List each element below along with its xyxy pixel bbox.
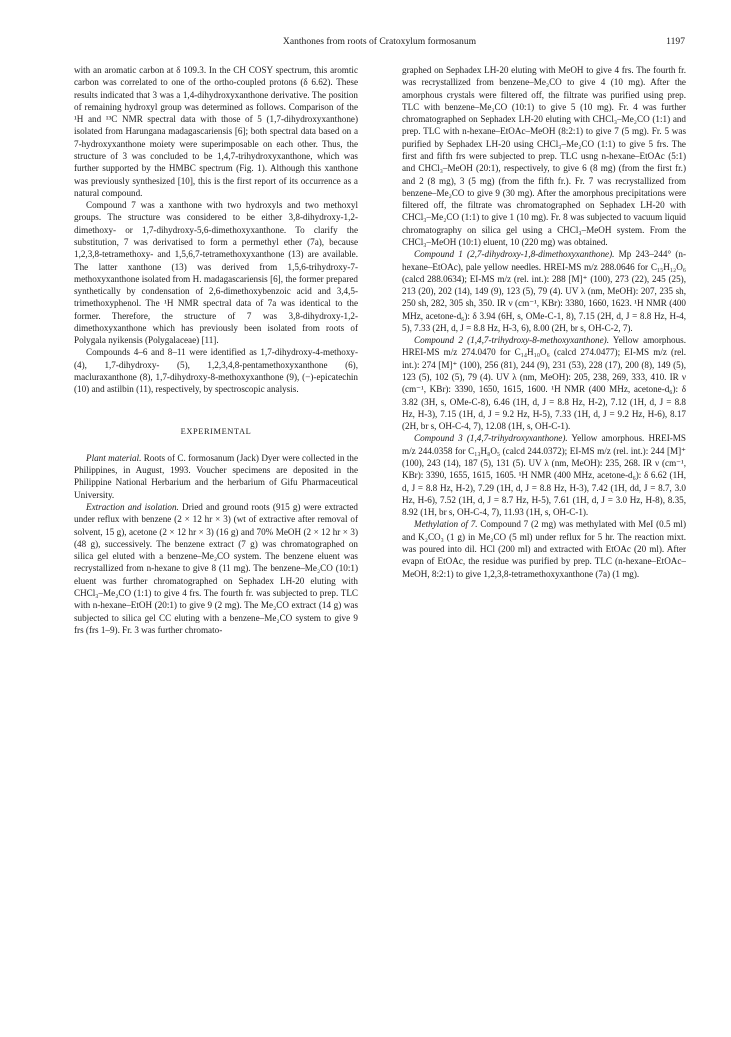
run-in-heading: Methylation of 7. [414,519,478,530]
paragraph [402,432,686,518]
paragraph [74,452,358,501]
left-column [74,64,358,636]
paragraph-text: Yellow amorphous. HREI-MS m/z 274.0470 for C₁₄H₁₀O₆ (calcd 274.0477); EI-MS m/z (rel. int.): 274 [M]⁺ (100), 256 (81), 244 (9), 231 (53), 228 (17), 200 (8), 149 (5), 123 (5), 102 (5), 79 (4). UV λ (nm, MeOH): 205, 238, 269, 333, 410. IR ν (cm⁻¹, KBr): 3390, 1650, 1615, 1600. ¹H NMR (400 MHz, acetone-d₆): δ 3.82 (3H, s, OMe-C-8), 6.46 (1H, d, J = 8.8 Hz, H-2), 7.12 (1H, d, J = 8.8 Hz, H-3), 7.15 (1H, d, J = 9.2 Hz, H-5), 7.33 (1H, d, J = 9.2 Hz, H-6), 8.17 (2H, br s, OH-C-4, 7), 12.08 (1H, s, OH-C-1). [402,335,686,432]
paragraph-text: Roots of C. formosanum (Jack) Dyer were collected in the Philippines, in August, 1993. Voucher specimens are deposited in the Philippine National Herbarium and the herbarium of Gifu Pharmaceutical University. [74,452,358,500]
paragraph [402,518,686,579]
running-header [74,36,685,50]
page-number: 1197 [666,36,685,47]
paragraph-text: Yellow amorphous. HREI-MS m/z 244.0358 for C₁₃H₈O₅ (calcd 244.0372); EI-MS m/z (rel. int.): 244 [M]⁺ (100), 243 (14), 187 (5), 131 (5). UV λ (nm, MeOH): 235, 268. IR ν (cm⁻¹, KBr): 3390, 1655, 1615, 1605. ¹H NMR (400 MHz, acetone-d₆): δ 6.62 (1H, d, J = 8.8 Hz, H-2), 7.29 (1H, d, J = 8.8 Hz, H-3), 7.42 (1H, dd, J = 8.7, 3.0 Hz, H-6), 7.52 (1H, d, J = 8.7 Hz, H-5), 7.61 (1H, d, J = 3.0 Hz, H-8), 8.35, 8.92 (1H, br s, OH-C-4, 7), 11.93 (1H, s, OH-C-1). [402,433,686,518]
paragraph [402,334,686,432]
paragraph [402,248,686,334]
paragraph: graphed on Sephadex LH-20 eluting with MeOH to give 4 frs. The fourth fr. was recrystallized from benzene–Me₂CO to give 4 (10 mg). After the amorphous crystals were filtered off, the filtrate was purified using prep. TLC with benzene–Me₂CO (10:1) to give 5 (10 mg). Fr. 4 was further chromatographed on Sephadex LH-20 eluting with CHCl₃–Me₂CO (1:1) and prep. TLC with n-hexane–EtOAc–MeOH (8:2:1) to give 7 (5 mg). Fr. 5 was purified by Sephadex LH-20 using CHCl₃–Me₂CO (1:1) to give 5 frs. The first and fifth frs were subjected to prep. TLC usng n-hexane–EtOAc (5:1) and CHCl₃–MeOH (20:1), respectively, to give 6 (8 mg) (from the first fr.) and 2 (8 mg), 3 (5 mg) (from the fifth fr.). Fr. 7 was recrystallized from benzene–Me₂CO to give 9 (30 mg). After the amorphous precipitations were filtered off, the filtrate was chromatographed on Sephadex LH-20 with CHCl₃–Me₂CO (1:1) to give 1 (10 mg). Fr. 8 was subjected to vacuum liquid chromatography on silica gel using a CHCl₃–MeOH system. From the CHCl₃–MeOH (10:1) eluent, 10 (220 mg) was obtained. [402,65,686,247]
run-in-heading: Extraction and isolation. [86,502,179,512]
right-column [402,64,686,580]
section-heading-experimental: EXPERIMENTAL [180,426,252,436]
paragraph: Compounds 4–6 and 8–11 were identified as 1,7-dihydroxy-4-methoxy- (4), 1,7-dihydroxy- (5), 1,2,3,4,8-pentamethoxyxanthone (6), macluraxanthone (8), 1,7-dihydroxy-8-methoxyxanthone (9), (−)-epicatechin (10) and astilbin (11), respectively, by spectroscopic analysis. [74,347,358,395]
paragraph [74,501,358,636]
run-in-heading: Compound 1 (2,7-dihydroxy-1,8-dimethoxyxanthone). [414,249,615,260]
paragraph: Compound 7 was a xanthone with two hydroxyls and two methoxyl groups. The structure was considered to be either 3,8-dihydroxy-1,2-dimethoxy- or 1,7-dihydroxy-5,6-dimethoxyxanthone. To clarify the substitution, 7 was derivatised to form a permethyl ether (7a), because 1,2,3,8-tetramethoxy- and 1,5,6,7-tetramethoxyxanthone (13) are available. The latter xanthone (13) was derived from 1,5,6-trihydroxy-7-methoxyxanthone isolated from H. madagascariensis [6], the former prepared synthetically by condensation of 2,6-dimethoxybenzoic acid and 3,4,5-trimethoxyphenol. The ¹H NMR spectral data of 7a was identical to the former. Therefore, the structure of 7 was 3,8-dihydroxy-1,2-dimethoxyxanthone which has previously been isolated from roots of Polygala nyikensis (Polygalaceae) [11]. [74,200,358,346]
paragraph-text: Mp 243–244° (n-hexane–EtOAc), pale yellow needles. HREI-MS m/z 288.0646 for C₁₅H₁₂O₆ (calcd 288.0634); EI-MS m/z (rel. int.): 288 [M]⁺ (100), 273 (22), 245 (25), 213 (20), 202 (14), 149 (9), 123 (5), 79 (4). UV λ (nm, MeOH): 207, 235 sh, 250 sh, 282, 305 sh, 350. IR ν (cm⁻¹, KBr): 3380, 1660, 1623. ¹H NMR (400 MHz, acetone-d₆): δ 3.94 (6H, s, OMe-C-1, 8), 7.15 (2H, d, J = 8.8 Hz, H-4, 5), 7.33 (2H, d, J = 8.8 Hz, H-3, 6), 8.00 (2H, br s, OH-C-2, 7). [402,249,686,333]
paragraph: with an aromatic carbon at δ 109.3. In the CH COSY spectrum, this aromtic carbon was correlated to one of the ortho-coupled protons (δ 6.62). These results indicated that 3 was a 1,4-dihydroxyxanthone derivative. The position of remaining hydroxyl group was determined as follows. Comparison of the ¹H and ¹³C NMR spectral data with those of 5 (1,7-dihydroxyxanthone) isolated from Harungana madagascariensis [6]; both spectral data based on a 7-hydroxyxanthone moiety were superimposable on each other. Thus, the structure of 3 was concluded to be 1,4,7-trihydroxyxanthone, which was further supported by the HMBC spectrum (Fig. 1). Although this xanthone was previously synthesized [10], this is the first report of its occurrence as a natural compound. [74,65,358,198]
running-title: Xanthones from roots of Cratoxylum formosanum [282,36,477,47]
paragraph-text: Dried and ground roots (915 g) were extracted under reflux with benzene (2 × 12 hr × 3) (wt of extractive after removal of solvent, 15 g), acetone (2 × 12 hr × 3) (16 g) and 70% MeOH (2 × 12 hr × 3) (48 g), successively. The benzene extract (7 g) was chromatographed on silica gel eluted with a benzene–Me₂CO system. The benzene eluent was recrystallized from n-hexane to give 8 (11 mg). The benzene–Me₂CO (10:1) eluent was further chromatographed on Sephadex LH-20 eluting with CHCl₃–Me₂CO (1:1) to give 4 frs. The fourth fr. was subjected to prep. TLC with n-hexane–EtOH (20:1) to give 9 (2 mg). The Me₂CO extract (14 g) was subjected to silica gel CC eluting with a benzene–Me₂CO system to give 9 frs (frs 1–9). Fr. 3 was further chromato- [74,502,358,635]
run-in-heading: Compound 2 (1,4,7-trihydroxy-8-methoxyxanthone). [414,335,609,346]
run-in-heading: Plant material. [86,452,142,463]
paragraph-text: Compound 7 (2 mg) was methylated with MeI (0.5 ml) and K₂CO₃ (1 g) in Me₂CO (5 ml) under reflux for 5 hr. The reaction mixt. was poured into dil. HCl (200 ml) and extracted with EtOAc (20 ml). After evapn of EtOAc, the residue was purified by prep. TLC (n-hexane–EtOAc–MeOH, 8:2:1) to give 1,2,3,8-tetramethoxyxanthone (7a) (1 mg). [402,519,686,579]
run-in-heading: Compound 3 (1,4,7-trihydroxyxanthone). [414,433,568,444]
